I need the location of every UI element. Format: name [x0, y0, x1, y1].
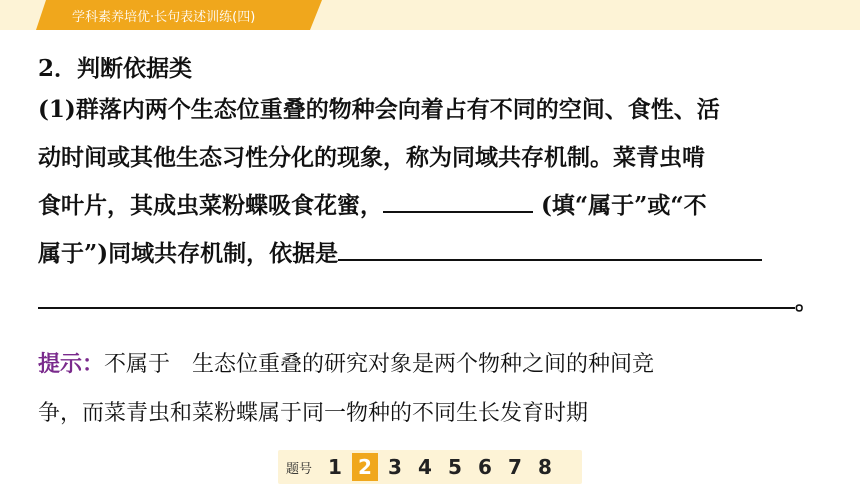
section-title: 2．判断依据类	[38, 55, 193, 82]
hint-line-1	[38, 340, 828, 389]
page-5-button[interactable]: 5	[448, 455, 462, 479]
hint-line-2: 争，而菜青虫和菜粉蝶属于同一物种的不同生长发育时期	[38, 401, 589, 426]
page-6-button[interactable]: 6	[478, 455, 492, 479]
question-line-4-text: 属于”)同域共存机制，依据是	[38, 240, 339, 267]
question-line-5-end: 。	[795, 288, 818, 315]
page-2-button[interactable]: 2	[352, 453, 378, 481]
question-line-1: (1)群落内两个生态位重叠的物种会向着占有不同的空间、食性、活	[38, 96, 720, 123]
page-4-button[interactable]: 4	[418, 455, 432, 479]
answer-blank-1	[383, 189, 533, 213]
question-line-3-tail: (填“属于”或“不	[533, 192, 707, 219]
question-pager	[278, 450, 582, 484]
page-1-button[interactable]: 1	[328, 455, 342, 479]
pager-label: 题号	[286, 461, 313, 477]
question-line-3	[38, 182, 822, 230]
header-title: 学科素养培优·长句表述训练(四)	[72, 10, 256, 25]
hint-block	[38, 340, 828, 438]
question-line-5	[38, 278, 822, 326]
question-line-4	[38, 230, 822, 278]
question-line-2: 动时间或其他生态习性分化的现象，称为同域共存机制。菜青虫啃	[38, 144, 705, 171]
question-content	[38, 52, 822, 326]
hint-answer-1: 不属于	[104, 352, 171, 377]
question-line-3-text: 食叶片，其成虫菜粉蝶吸食花蜜，	[38, 192, 383, 219]
page-7-button[interactable]: 7	[508, 455, 522, 479]
answer-blank-2	[338, 237, 762, 261]
hint-answer-2: 生态位重叠的研究对象是两个物种之间的种间竞	[192, 352, 655, 377]
hint-label: 提示：	[38, 351, 105, 377]
page-8-button[interactable]: 8	[538, 455, 552, 479]
answer-blank-3	[38, 285, 795, 309]
page-3-button[interactable]: 3	[388, 455, 402, 479]
